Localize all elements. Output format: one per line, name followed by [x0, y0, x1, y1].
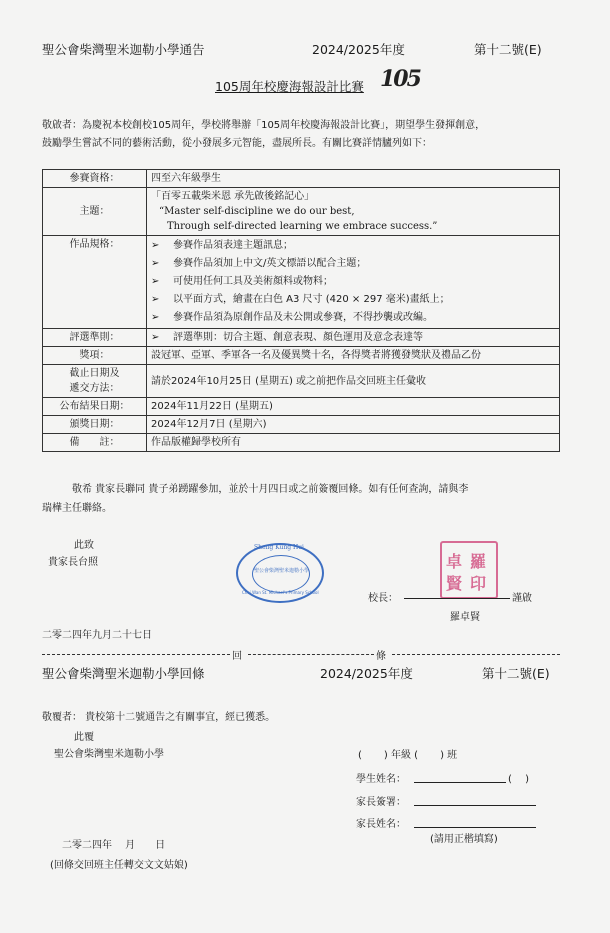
- principal-seal: 卓 賢 羅 印: [440, 541, 498, 599]
- notice-title: 105周年校慶海報設計比賽: [215, 79, 364, 94]
- row-ceremony: [43, 416, 560, 434]
- awards-value: 設冠軍、亞軍、季軍各一名及優異獎十名，各得獎者將獲發獎狀及禮品乙份: [147, 347, 560, 365]
- stamp-text-top: Sheng Kung Hui: [254, 544, 304, 551]
- arrow-bullet-icon: ➢: [151, 332, 160, 343]
- results-key: 公布結果日期：: [43, 398, 147, 416]
- eligibility-key: 參賽資格：: [43, 170, 147, 188]
- return-note: (回條交回班主任轉交文文姑娘): [50, 860, 188, 871]
- anniversary-logo: 105: [380, 66, 420, 92]
- closing-line-1: 敬希 貴家長聯同 貴子弟踴躍參加，並於十月四日或之前簽覆回條。如有任何查詢，請與李: [72, 484, 469, 495]
- row-criteria: [43, 329, 560, 347]
- ceremony-value: 2024年12月7日 (星期六): [147, 416, 560, 434]
- class-field[interactable]: ( ) 年級 ( ) 班: [358, 750, 458, 761]
- stamp-text-inner: 聖公會柴灣聖米迦勒小學: [254, 568, 310, 574]
- spec-key: 作品規格：: [43, 236, 147, 329]
- arrow-bullet-icon: ➢: [151, 258, 160, 269]
- eligibility-value: 四至六年級學生: [147, 170, 560, 188]
- stamp-text-bottom: Chai Wan St. Michael's Primary School: [242, 590, 319, 595]
- school-stamp-inner: [252, 555, 310, 593]
- student-class-number[interactable]: ( ): [508, 774, 529, 785]
- separator-left: [42, 654, 230, 655]
- results-value: 2024年11月22日 (星期五): [147, 398, 560, 416]
- separator-label-left: 回: [232, 651, 242, 662]
- parent-name-label: 家長姓名：: [356, 819, 406, 830]
- parent-signature-field[interactable]: [414, 805, 536, 806]
- student-name-field[interactable]: [414, 782, 506, 783]
- spec-value: [147, 236, 560, 329]
- reply-school: 聖公會柴灣聖米迦勒小學回條: [42, 666, 205, 681]
- arrow-bullet-icon: ➢: [151, 294, 160, 305]
- reply-to-1: 此覆: [74, 732, 94, 743]
- closing-to-1: 此致: [74, 540, 94, 551]
- theme-english-2: Through self-directed learning we embrace success.”: [167, 221, 438, 232]
- row-eligibility: [43, 170, 560, 188]
- reply-date: 二零二四年 月 日: [62, 840, 166, 851]
- separator-right: [392, 654, 560, 655]
- reply-ack: 敬覆者： 貴校第十二號通告之有關事宜，經已獲悉。: [42, 712, 276, 723]
- theme-chinese: 「百零五載柴米恩 承先啟後銘記心」: [151, 191, 315, 202]
- theme-english-1: “Master self-discipline we do our best,: [159, 206, 355, 217]
- spec-item: ➢ 可使用任何工具及美術顏料或物料；: [151, 273, 555, 291]
- separator-middle: [248, 654, 374, 655]
- arrow-bullet-icon: ➢: [151, 276, 160, 287]
- row-spec: [43, 236, 560, 329]
- criteria-key: 評選準則：: [43, 329, 147, 347]
- print-hint: (請用正楷填寫): [430, 834, 498, 845]
- parent-name-field[interactable]: [414, 827, 536, 828]
- reply-to-2: 聖公會柴灣聖米迦勒小學: [54, 749, 164, 760]
- principal-label: 校長：: [368, 593, 398, 604]
- notice-date: 二零二四年九月二十七日: [42, 630, 152, 641]
- arrow-bullet-icon: ➢: [151, 312, 160, 323]
- deadline-key: 截止日期及 遞交方法：: [43, 365, 147, 398]
- row-deadline: [43, 365, 560, 398]
- criteria-value: ➢ 評選準則：切合主題、創意表現、顏色運用及意念表達等: [147, 329, 560, 347]
- row-theme: [43, 188, 560, 236]
- reply-year: 2024/2025年度: [320, 666, 413, 681]
- principal-name: 羅卓賢: [450, 612, 480, 623]
- intro-line-1: 敬啟者：為慶祝本校創校105周年，學校將舉辦「105周年校慶海報設計比賽」，期望學生發揮創意，: [42, 120, 486, 131]
- spec-item: ➢ 以平面方式，繪畫在白色 A3 尺寸 (420 × 297 毫米)畫紙上；: [151, 291, 555, 309]
- competition-details-table: [42, 169, 560, 452]
- closing-line-2: 瑞樺主任聯絡。: [42, 503, 112, 514]
- closing-to-2: 貴家長台照: [48, 557, 98, 568]
- arrow-bullet-icon: ➢: [151, 240, 160, 251]
- deadline-value: 請於2024年10月25日 (星期五) 或之前把作品交回班主任彙收: [147, 365, 560, 398]
- row-remarks: [43, 434, 560, 452]
- ceremony-key: 頒獎日期：: [43, 416, 147, 434]
- theme-key: 主題：: [43, 188, 147, 236]
- remarks-value: 作品版權歸學校所有: [147, 434, 560, 452]
- row-awards: [43, 347, 560, 365]
- remarks-key: 備 註：: [43, 434, 147, 452]
- spec-item: ➢ 參賽作品須表達主題訊息；: [151, 237, 555, 255]
- spec-item: ➢ 參賽作品須加上中文/英文標語以配合主題；: [151, 255, 555, 273]
- reply-number: 第十二號(E): [482, 666, 550, 681]
- header-number: 第十二號(E): [474, 42, 542, 57]
- school-stamp: [236, 543, 324, 603]
- spec-item: ➢ 參賽作品須為原創作品及未公開或參賽，不得抄襲或改編。: [151, 309, 555, 327]
- parent-signature-label: 家長簽署：: [356, 797, 406, 808]
- separator-label-right: 條: [376, 651, 386, 662]
- student-name-label: 學生姓名：: [356, 774, 406, 785]
- intro-line-2: 鼓勵學生嘗試不同的藝術活動，從小發展多元智能，盡展所長。有關比賽詳情臚列如下：: [42, 138, 432, 149]
- principal-signature-line: [404, 598, 510, 599]
- header-year: 2024/2025年度: [312, 42, 405, 57]
- header-school: 聖公會柴灣聖米迦勒小學通告: [42, 42, 205, 57]
- principal-suffix: 謹啟: [512, 593, 532, 604]
- theme-value: [147, 188, 560, 236]
- row-results: [43, 398, 560, 416]
- awards-key: 獎項：: [43, 347, 147, 365]
